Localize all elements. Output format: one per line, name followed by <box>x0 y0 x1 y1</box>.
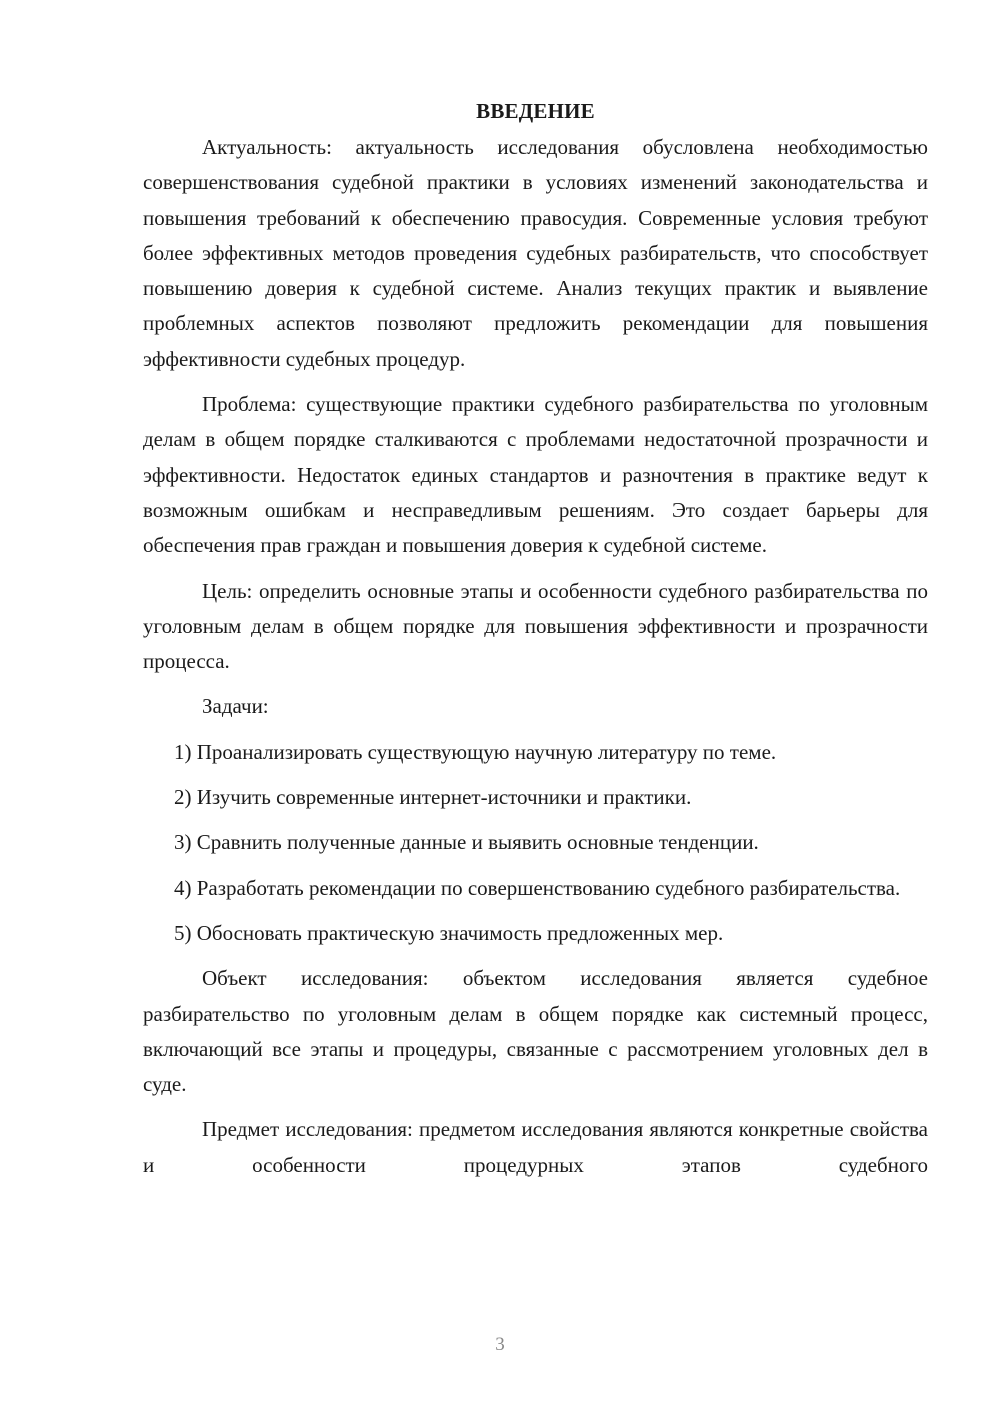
page-title: ВВЕДЕНИЕ <box>476 99 595 123</box>
document-page <box>143 96 928 1183</box>
tasks-list <box>143 735 928 951</box>
paragraph-problem: Проблема: существующие практики судебного разбирательства по уголовным делам в общем порядке сталкиваются с проблемами недостаточной прозрачности и эффективности. Недостаток единых стандартов и разночтения в практике ведут к возможным ошибкам и несправедливым решениям. Это создает барьеры для обеспечения прав граждан и повышения доверия к судебной системе. <box>143 392 928 558</box>
list-item: 3) Сравнить полученные данные и выявить основные тенденции. <box>174 830 759 855</box>
paragraph-object: Объект исследования: объектом исследования является судебное разбирательство по уголовным делам в общем порядке как системный процесс, включающий все этапы и процедуры, связанные с рассмотрением уголовных дел в суде. <box>143 966 928 1097</box>
page-number: 3 <box>495 1334 505 1355</box>
paragraph-subject: Предмет исследования: предметом исследования являются конкретные свойства и особенности процедурных этапов судебного <box>143 1117 928 1177</box>
list-item: 5) Обосновать практическую значимость предложенных мер. <box>174 920 724 945</box>
paragraph-goal: Цель: определить основные этапы и особенности судебного разбирательства по уголовным делам в общем порядке для повышения эффективности и прозрачности процесса. <box>143 578 928 674</box>
list-item: 1) Проанализировать существующую научную литературу по теме. <box>174 739 777 764</box>
tasks-heading: Задачи: <box>202 694 269 719</box>
list-item: 2) Изучить современные интернет-источники и практики. <box>174 785 692 810</box>
list-item: 4) Разработать рекомендации по совершенствованию судебного разбирательства. <box>174 875 901 900</box>
paragraph-relevance: Актуальность: актуальность исследования обусловлена необходимостью совершенствования судебной практики в условиях изменений законодательства и повышения требований к обеспечению правосудия. Современные условия требуют более эффективных методов проведения судебных разбирательств, что способствует повышению доверия к судебной системе. Анализ текущих практик и выявление проблемных аспектов позволяют предложить рекомендации для повышения эффективности судебных процедур. <box>143 135 928 371</box>
